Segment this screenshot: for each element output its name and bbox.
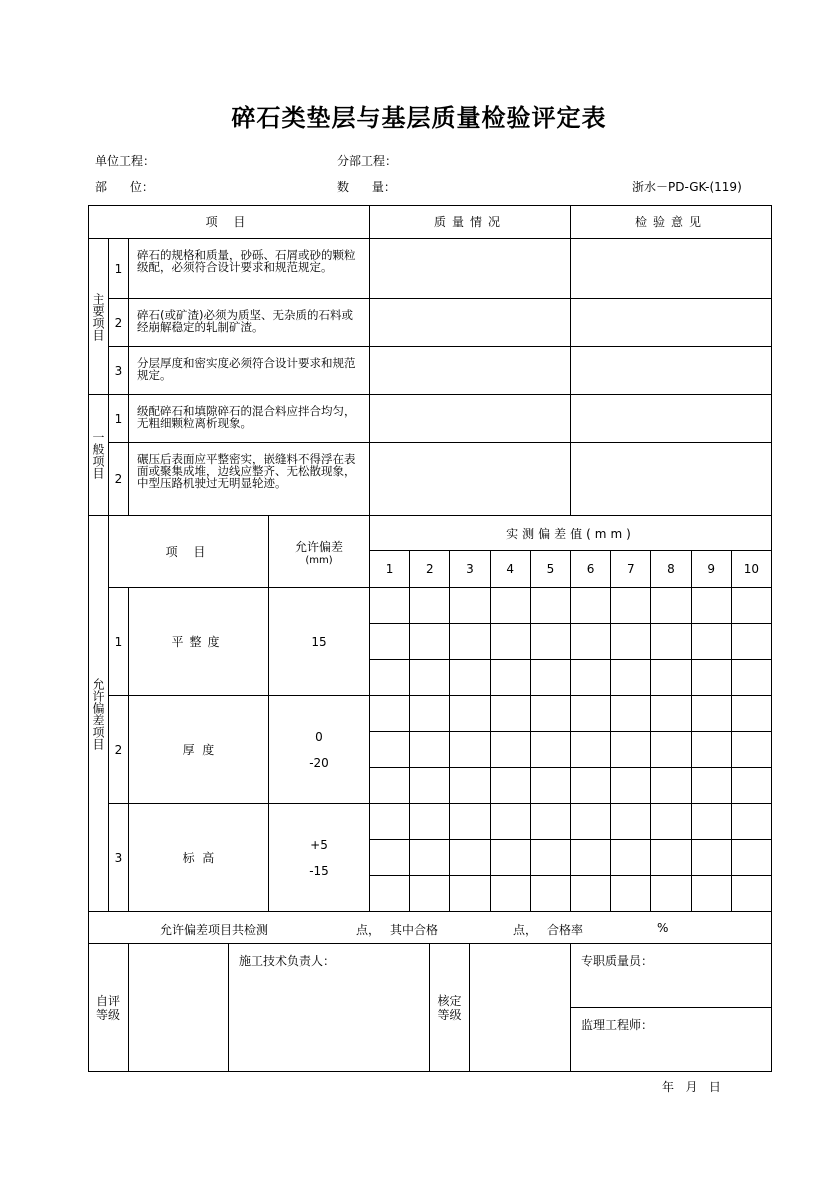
main-item-no: 2 [109, 299, 129, 347]
supervisor-label: 监理工程师： [581, 1018, 654, 1032]
measured-value-cell[interactable] [491, 768, 531, 804]
measured-value-cell[interactable] [571, 876, 611, 912]
measured-value-cell[interactable] [651, 804, 691, 840]
measured-value-cell[interactable] [651, 876, 691, 912]
measured-value-cell[interactable] [692, 732, 732, 768]
quality-officer-cell[interactable] [571, 944, 772, 1008]
measured-value-cell[interactable] [611, 696, 651, 732]
summary-label-points: 点， [356, 923, 381, 937]
deviation-row-no: 2 [109, 696, 129, 804]
measured-column-header: 3 [450, 551, 490, 588]
measured-value-cell[interactable] [732, 768, 772, 804]
deviation-group-label: 允许偏差项目 [91, 677, 105, 750]
measured-header: 实测偏差值(mm) [370, 516, 772, 551]
part-label: 部 位： [95, 180, 154, 194]
header-quality: 质量情况 [370, 205, 571, 239]
measured-value-cell[interactable] [611, 876, 651, 912]
deviation-item-header: 项 目 [109, 516, 269, 588]
measured-value-cell[interactable] [611, 588, 651, 624]
form-code: 浙水－PD-GK-(119) [632, 180, 742, 194]
main-item-no: 1 [109, 239, 129, 299]
measured-value-cell[interactable] [651, 840, 691, 876]
allow-header-label: 允许偏差 [294, 539, 343, 554]
measured-value-cell[interactable] [732, 876, 772, 912]
main-item-opinion-cell[interactable] [571, 347, 772, 395]
measured-value-cell[interactable] [450, 624, 490, 660]
deviation-row-allow [269, 804, 370, 912]
measured-value-cell[interactable] [531, 840, 571, 876]
deviation-row-no: 1 [109, 588, 129, 696]
measured-value-cell[interactable] [410, 840, 450, 876]
measured-value-cell[interactable] [370, 840, 410, 876]
measured-value-cell[interactable] [611, 732, 651, 768]
measured-value-cell[interactable] [410, 660, 450, 696]
header-opinion: 检验意见 [571, 205, 772, 239]
measured-value-cell[interactable] [450, 732, 490, 768]
construction-lead-cell[interactable] [229, 944, 430, 1072]
measured-value-cell[interactable] [491, 660, 531, 696]
measured-value-cell[interactable] [410, 696, 450, 732]
measured-value-cell[interactable] [491, 624, 531, 660]
measured-value-cell[interactable] [491, 804, 531, 840]
summary-label-total: 允许偏差项目共检测 [160, 923, 269, 937]
measured-value-cell[interactable] [732, 660, 772, 696]
measured-value-cell[interactable] [571, 840, 611, 876]
measured-value-cell[interactable] [611, 804, 651, 840]
measured-value-cell[interactable] [531, 804, 571, 840]
measured-value-cell[interactable] [491, 876, 531, 912]
general-item-no: 2 [109, 443, 129, 516]
measured-value-cell[interactable] [651, 660, 691, 696]
main-item-opinion-cell[interactable] [571, 299, 772, 347]
measured-value-cell[interactable] [531, 876, 571, 912]
measured-value-cell[interactable] [732, 840, 772, 876]
measured-value-cell[interactable] [531, 624, 571, 660]
summary-label-qualified: 其中合格 [390, 923, 439, 937]
measured-value-cell[interactable] [370, 624, 410, 660]
unit-project-label: 单位工程： [95, 154, 156, 168]
construction-lead-label: 施工技术负责人： [239, 954, 336, 968]
verify-grade-label: 核定等级 [437, 993, 462, 1022]
measured-value-cell[interactable] [732, 588, 772, 624]
measured-column-header: 5 [531, 551, 571, 588]
measured-value-cell[interactable] [370, 768, 410, 804]
deviation-group [88, 516, 109, 912]
measured-value-cell[interactable] [571, 768, 611, 804]
measured-value-cell[interactable] [370, 696, 410, 732]
measured-value-cell[interactable] [410, 624, 450, 660]
measured-value-cell[interactable] [410, 876, 450, 912]
measured-value-cell[interactable] [531, 660, 571, 696]
measured-value-cell[interactable] [571, 588, 611, 624]
measured-value-cell[interactable] [491, 732, 531, 768]
quality-officer-label: 专职质量员： [581, 954, 654, 968]
allow-value-upper: +5 [310, 837, 328, 852]
allow-value-upper: 15 [311, 634, 327, 649]
allow-value-lower: -15 [309, 863, 329, 878]
self-grade-label-cell [88, 944, 129, 1072]
measured-value-cell[interactable] [692, 660, 732, 696]
measured-value-cell[interactable] [531, 696, 571, 732]
measured-column-header: 2 [410, 551, 450, 588]
allow-value-upper: 0 [315, 729, 323, 744]
measured-value-cell[interactable] [571, 624, 611, 660]
summary-label-percent: % [657, 921, 669, 935]
measured-value-cell[interactable] [732, 696, 772, 732]
measured-value-cell[interactable] [450, 588, 490, 624]
general-item-opinion-cell[interactable] [571, 395, 772, 443]
measured-value-cell[interactable] [450, 768, 490, 804]
measured-value-cell[interactable] [531, 768, 571, 804]
measured-value-cell[interactable] [491, 588, 531, 624]
measured-value-cell[interactable] [651, 624, 691, 660]
main-item-quality-cell[interactable] [370, 239, 571, 299]
measured-value-cell[interactable] [651, 732, 691, 768]
summary-label-points2: 点， [513, 923, 538, 937]
measured-value-cell[interactable] [450, 840, 490, 876]
main-item-quality-cell[interactable] [370, 347, 571, 395]
general-items-group [88, 395, 109, 516]
measured-value-cell[interactable] [410, 804, 450, 840]
summary-label-rate: 合格率 [547, 923, 584, 937]
measured-value-cell[interactable] [651, 588, 691, 624]
measured-value-cell[interactable] [410, 588, 450, 624]
self-grade-value[interactable] [129, 944, 229, 1072]
measured-value-cell[interactable] [732, 624, 772, 660]
main-item-text: 碎石的规格和质量，砂砾、石屑或砂的颗粒级配，必须符合设计要求和规范规定。 [129, 239, 370, 299]
main-item-quality-cell[interactable] [370, 299, 571, 347]
main-items-group-label: 主要项目 [91, 292, 105, 341]
measured-value-cell[interactable] [370, 660, 410, 696]
general-item-opinion-cell[interactable] [571, 443, 772, 516]
general-item-quality-cell[interactable] [370, 395, 571, 443]
measured-value-cell[interactable] [571, 804, 611, 840]
general-items-group-label: 一般项目 [91, 431, 105, 479]
measured-value-cell[interactable] [410, 768, 450, 804]
self-grade-label: 自评等级 [95, 993, 120, 1022]
date-line: 年 月 日 [662, 1080, 721, 1094]
measured-value-cell[interactable] [450, 804, 490, 840]
deviation-row-name: 标 高 [129, 804, 269, 912]
measured-value-cell[interactable] [732, 804, 772, 840]
verify-grade-label-cell [430, 944, 470, 1072]
measured-value-cell[interactable] [692, 624, 732, 660]
supervisor-cell[interactable] [571, 1008, 772, 1072]
measured-value-cell[interactable] [692, 876, 732, 912]
measured-value-cell[interactable] [571, 696, 611, 732]
measured-value-cell[interactable] [491, 840, 531, 876]
main-item-text: 碎石(或矿渣)必须为质坚、无杂质的石料或经崩解稳定的轧制矿渣。 [129, 299, 370, 347]
deviation-row-name: 厚 度 [129, 696, 269, 804]
measured-value-cell[interactable] [732, 732, 772, 768]
measured-value-cell[interactable] [370, 876, 410, 912]
measured-column-header: 10 [732, 551, 772, 588]
page-title: 碎石类垫层与基层质量检验评定表 [231, 104, 607, 132]
main-item-opinion-cell[interactable] [571, 239, 772, 299]
main-items-group [88, 239, 109, 395]
measured-value-cell[interactable] [531, 588, 571, 624]
measured-value-cell[interactable] [450, 660, 490, 696]
general-item-no: 1 [109, 395, 129, 443]
general-item-text: 级配碎石和填隙碎石的混合料应拌合均匀，无粗细颗粒离析现象。 [129, 395, 370, 443]
measured-value-cell[interactable] [571, 732, 611, 768]
measured-column-header: 1 [370, 551, 410, 588]
measured-value-cell[interactable] [651, 696, 691, 732]
main-item-text: 分层厚度和密实度必须符合设计要求和规范规定。 [129, 347, 370, 395]
deviation-row-no: 3 [109, 804, 129, 912]
measured-value-cell[interactable] [692, 840, 732, 876]
allow-header-unit: (mm) [305, 554, 333, 566]
measured-value-cell[interactable] [370, 732, 410, 768]
measured-column-header: 7 [611, 551, 651, 588]
header-item: 项 目 [88, 205, 370, 239]
deviation-row-allow [269, 696, 370, 804]
allow-value-lower: -20 [309, 755, 329, 770]
general-item-quality-cell[interactable] [370, 443, 571, 516]
measured-value-cell[interactable] [692, 804, 732, 840]
measured-value-cell[interactable] [370, 804, 410, 840]
measured-value-cell[interactable] [571, 660, 611, 696]
main-item-no: 3 [109, 347, 129, 395]
measured-value-cell[interactable] [692, 768, 732, 804]
measured-value-cell[interactable] [611, 624, 651, 660]
measured-column-header: 8 [651, 551, 691, 588]
deviation-row-name: 平整度 [129, 588, 269, 696]
verify-grade-value[interactable] [470, 944, 571, 1072]
measured-value-cell[interactable] [692, 588, 732, 624]
measured-value-cell[interactable] [611, 768, 651, 804]
measured-column-header: 4 [491, 551, 531, 588]
measured-column-header: 6 [571, 551, 611, 588]
measured-value-cell[interactable] [410, 732, 450, 768]
measured-value-cell[interactable] [450, 696, 490, 732]
measured-value-cell[interactable] [491, 696, 531, 732]
general-item-text: 碾压后表面应平整密实，嵌缝料不得浮在表面或聚集成堆，边线应整齐、无松散现象，中型压路机驶过无明显轮迹。 [129, 443, 370, 516]
measured-column-header: 9 [692, 551, 732, 588]
measured-value-cell[interactable] [611, 660, 651, 696]
measured-value-cell[interactable] [611, 840, 651, 876]
summary-row [88, 912, 772, 944]
deviation-allow-header [269, 516, 370, 588]
deviation-row-allow [269, 588, 370, 696]
measured-value-cell[interactable] [651, 768, 691, 804]
division-project-label: 分部工程： [337, 154, 398, 168]
measured-value-cell[interactable] [450, 876, 490, 912]
quantity-label: 数 量： [337, 180, 396, 194]
measured-value-cell[interactable] [531, 732, 571, 768]
measured-value-cell[interactable] [692, 696, 732, 732]
measured-value-cell[interactable] [370, 588, 410, 624]
